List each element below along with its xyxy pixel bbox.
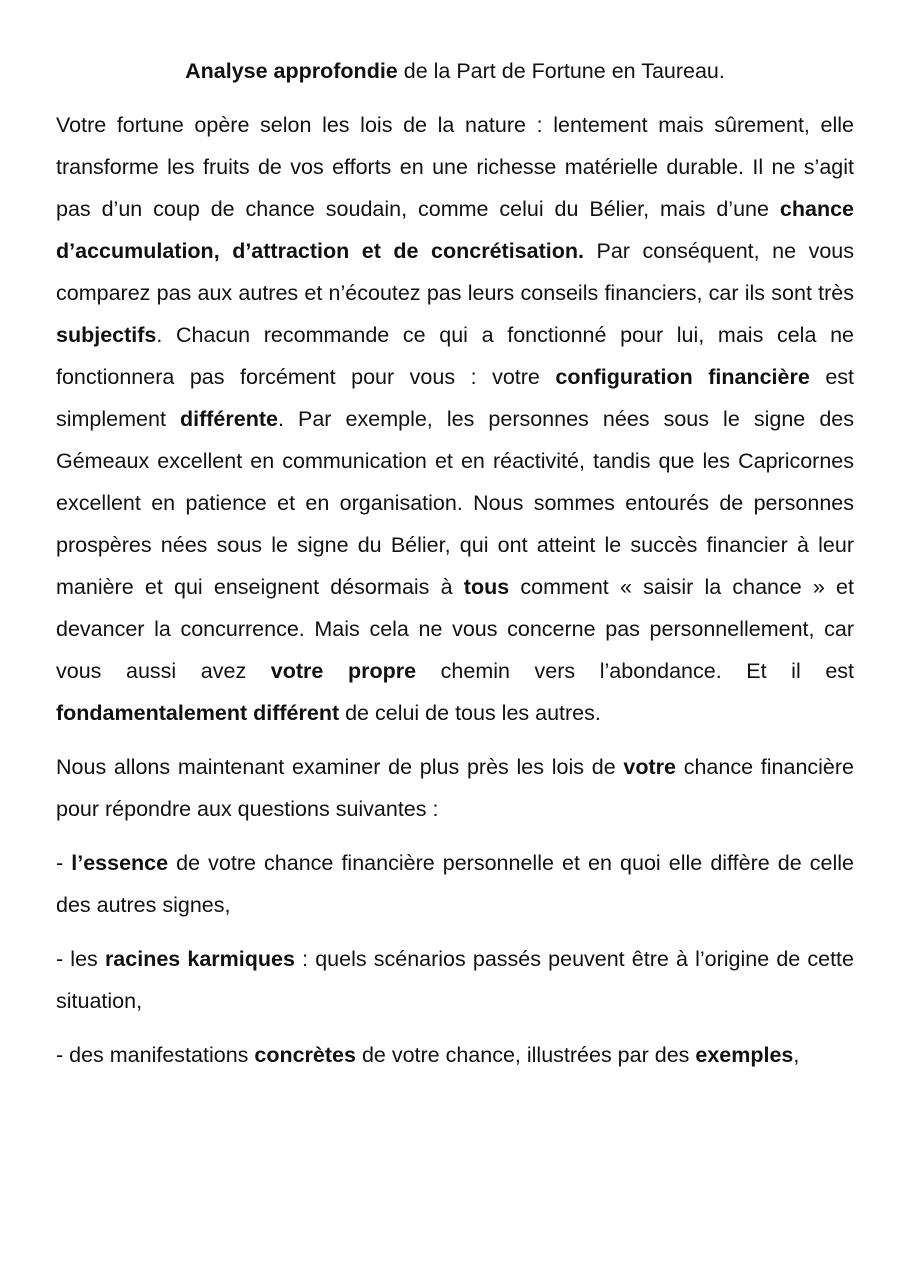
- bullet-tail: ,: [793, 1043, 800, 1067]
- p2-bold-1: votre: [623, 755, 676, 779]
- title-rest: de la Part de Fortune en Taureau.: [397, 59, 725, 83]
- bullet-prefix: - des manifestations: [56, 1043, 255, 1067]
- p1-bold-2: subjectifs: [56, 323, 157, 347]
- p1-text-7: chemin vers l’abondance. Et il est: [416, 659, 855, 683]
- p1-text-1: Votre fortune opère selon les lois de la nature : lentement mais sûrement, elle transforme les fruits de vos efforts en une richesse matérielle durable. Il ne s’agit pas d’un coup de chance soudain, comme celui du Bélier, mais d’une: [56, 113, 854, 221]
- p1-bold-5: tous: [463, 575, 510, 599]
- bullet-bold: l’essence: [71, 851, 169, 875]
- bullet-bold: racines karmiques: [104, 947, 295, 971]
- paragraph-main: [56, 104, 854, 734]
- title-bold: Analyse approfondie: [185, 59, 398, 83]
- p1-text-4: est simplement: [56, 365, 855, 431]
- bullet-prefix: - les: [56, 947, 105, 971]
- paragraph-intro-questions: [56, 746, 854, 830]
- bullet-rest: : quels scénarios passés peuvent être à l’origine de cette situation,: [56, 947, 854, 1013]
- p2-text-1: Nous allons maintenant examiner de plus près les lois de: [56, 755, 624, 779]
- p1-text-5: . Par exemple, les personnes nées sous le signe des Gémeaux excellent en communication et en réactivité, tandis que les Capricornes excellent en patience et en organisation. Nous sommes entourés de personnes prospères nées sous le signe du Bélier, qui ont atteint le succès financier à leur manière et qui enseignent désormais à: [56, 407, 854, 599]
- p2-text-2: chance financière pour répondre aux questions suivantes :: [56, 755, 854, 821]
- bullet-bold-2: exemples: [695, 1043, 794, 1067]
- p1-text-2: Par conséquent, ne vous comparez pas aux autres et n’écoutez pas leurs conseils financiers, car ils sont très: [56, 239, 854, 305]
- p1-text-6: comment « saisir la chance » et devancer la concurrence. Mais cela ne vous concerne pas personnellement, car vous aussi avez: [56, 575, 854, 683]
- list-item: [56, 842, 854, 926]
- document-title: [56, 50, 854, 92]
- p1-bold-4: différente: [180, 407, 278, 431]
- p1-bold-6: votre propre: [270, 659, 417, 683]
- p1-bold-3: configuration financière: [555, 365, 810, 389]
- p1-bold-1: chance d’accumulation, d’attraction et de concrétisation.: [56, 197, 854, 263]
- bullet-prefix: -: [56, 851, 72, 875]
- p1-text-8: de celui de tous les autres.: [339, 701, 601, 725]
- list-item: [56, 1034, 854, 1076]
- bullet-rest: de votre chance, illustrées par des: [355, 1043, 696, 1067]
- p1-text-3: . Chacun recommande ce qui a fonctionné pour lui, mais cela ne fonctionnera pas forcément pour vous : votre: [56, 323, 854, 389]
- list-item: [56, 938, 854, 1022]
- bullet-rest: de votre chance financière personnelle et en quoi elle diffère de celle des autres signes,: [56, 851, 854, 917]
- p1-bold-7: fondamentalement différent: [56, 701, 340, 725]
- bullet-bold: concrètes: [254, 1043, 356, 1067]
